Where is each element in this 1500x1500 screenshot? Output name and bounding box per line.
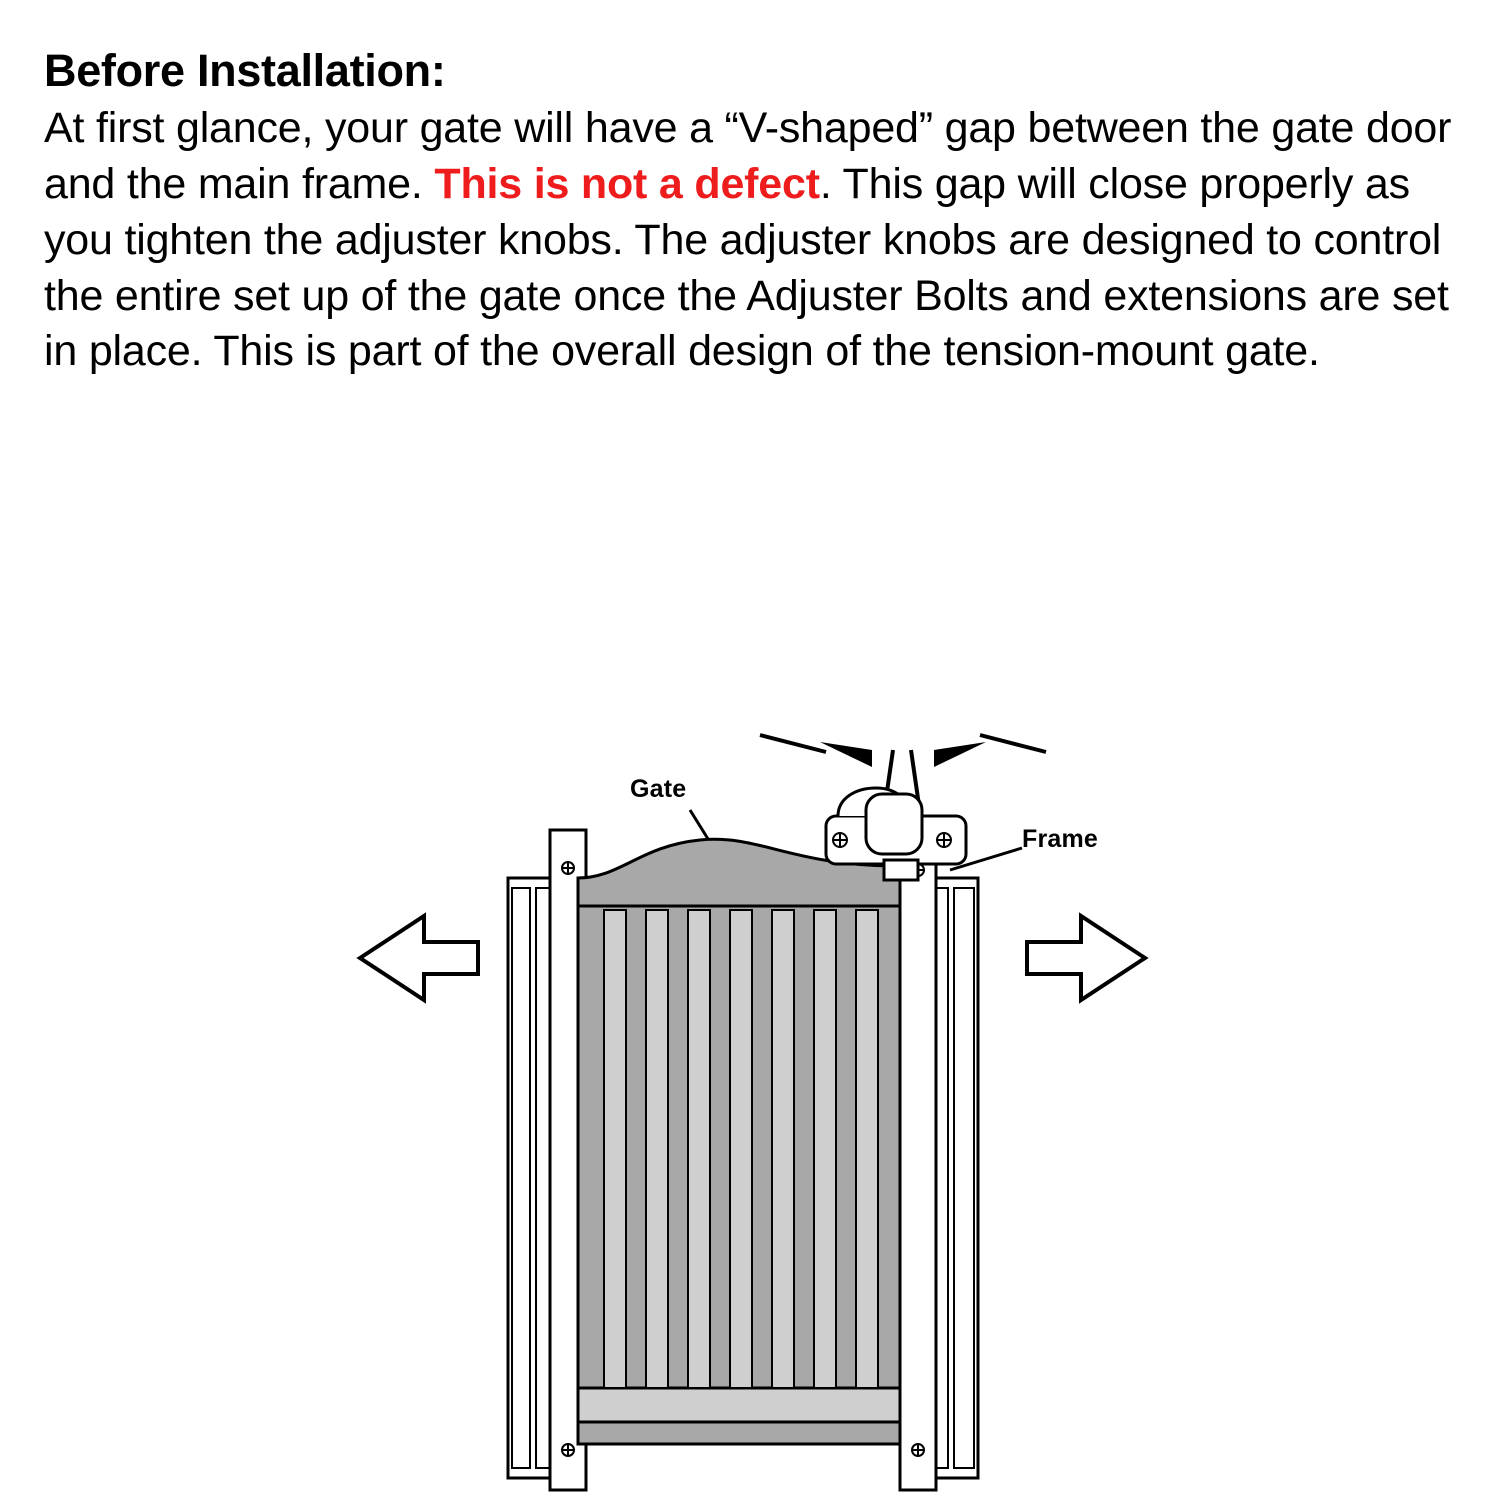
arrow-left-icon [360, 916, 478, 1000]
paragraph-part-3: . This gap will close properly as you tighten the adjuster knobs. The adjuster knobs are designed to control the entire set up of the gate once the Adjuster Bolts and extensions are set in place. This is part of the overall design of the tension-mount gate. [44, 159, 1449, 376]
paragraph-part-emphasis: This is not a defect [434, 159, 820, 208]
page-title: Before Installation: [44, 45, 446, 96]
paragraph-part-1: At first glance, your gate will have a “V-shaped” gap between the gate door and the main frame. [44, 103, 1452, 208]
instruction-text-block [44, 44, 1464, 380]
diagram-label-gate: Gate [630, 775, 687, 803]
arrow-right-icon [1027, 916, 1145, 1000]
diagram-svg [0, 720, 1500, 1500]
gate-right-post [900, 830, 936, 1490]
gate-panel-illustration [578, 839, 900, 1444]
gate-diagram [0, 720, 1500, 1500]
diagram-label-frame: Frame [1022, 825, 1099, 853]
instruction-paragraph [44, 101, 1464, 380]
